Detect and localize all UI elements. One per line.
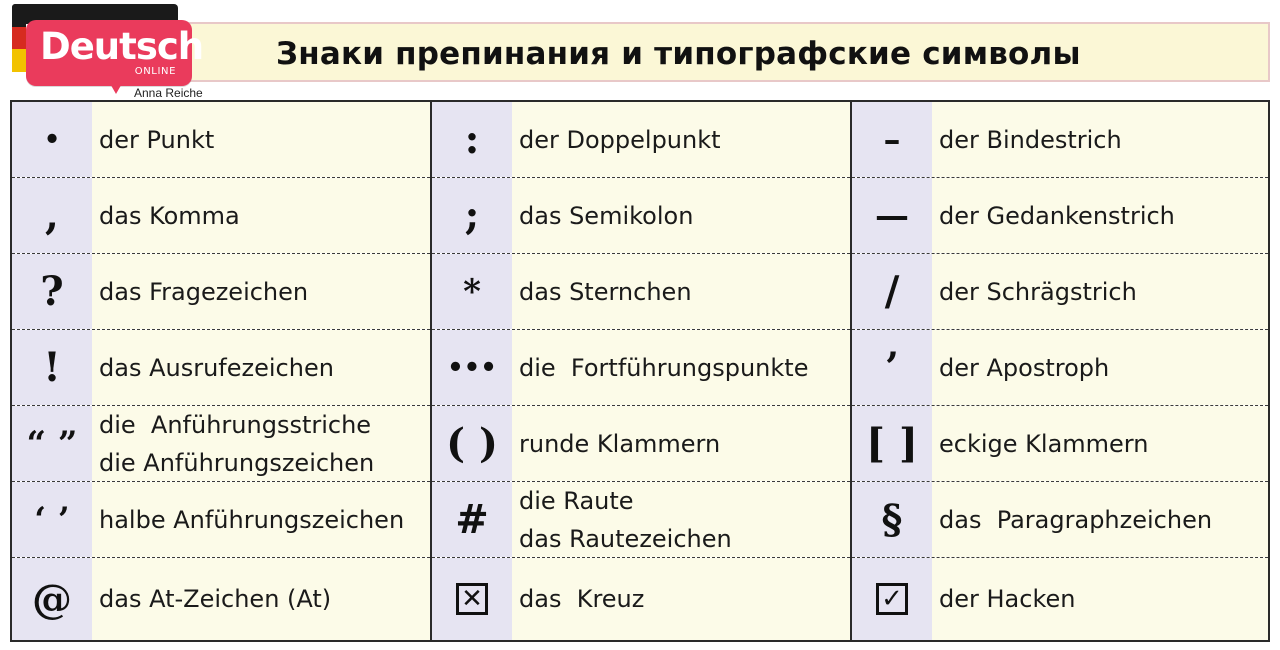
symbol-punkt: • bbox=[12, 102, 92, 177]
table-row bbox=[852, 102, 1268, 178]
symbol-at-zeichen: @ bbox=[12, 558, 92, 640]
term-bindestrich: der Bindestrich bbox=[932, 102, 1268, 177]
term-doppelpunkt: der Doppelpunkt bbox=[512, 102, 850, 177]
term-ausrufezeichen: das Ausrufezeichen bbox=[92, 330, 430, 405]
term-at-zeichen: das At-Zeichen (At) bbox=[92, 558, 430, 640]
symbol-bindestrich: – bbox=[852, 102, 932, 177]
table-row bbox=[432, 330, 850, 406]
term-eckige-klammern: eckige Klammern bbox=[932, 406, 1268, 481]
symbol-sternchen: * bbox=[432, 254, 512, 329]
table-row bbox=[432, 254, 850, 330]
table-row bbox=[432, 558, 850, 640]
table-row bbox=[12, 102, 430, 178]
table-row bbox=[852, 178, 1268, 254]
term-hacken: der Hacken bbox=[932, 558, 1268, 640]
german-flag-strip bbox=[12, 4, 26, 72]
logo-sub-text: ONLINE bbox=[134, 66, 176, 77]
term-halbe-anfuehrungszeichen: halbe Anführungszeichen bbox=[92, 482, 430, 557]
term-runde-klammern: runde Klammern bbox=[512, 406, 850, 481]
symbol-anfuehrungszeichen: “ ” bbox=[12, 406, 92, 481]
symbol-komma: , bbox=[12, 178, 92, 253]
table-column-1 bbox=[12, 102, 432, 640]
table-row bbox=[12, 482, 430, 558]
term-kreuz: das Kreuz bbox=[512, 558, 850, 640]
table-row bbox=[432, 406, 850, 482]
term-komma: das Komma bbox=[92, 178, 430, 253]
symbol-doppelpunkt: : bbox=[432, 102, 512, 177]
logo-main-text: Deutsch bbox=[40, 25, 204, 68]
symbol-paragraphzeichen: § bbox=[852, 482, 932, 557]
symbol-hacken bbox=[852, 558, 932, 640]
table-row bbox=[852, 482, 1268, 558]
symbol-fragezeichen: ? bbox=[12, 254, 92, 329]
symbol-eckige-klammern: [ ] bbox=[852, 406, 932, 481]
table-column-3 bbox=[852, 102, 1268, 640]
term-punkt: der Punkt bbox=[92, 102, 430, 177]
table-row bbox=[852, 254, 1268, 330]
table-row bbox=[12, 254, 430, 330]
table-row bbox=[12, 178, 430, 254]
symbol-halbe-anfuehrungszeichen: ‘ ’ bbox=[12, 482, 92, 557]
table-row bbox=[12, 406, 430, 482]
symbol-schraegstrich: / bbox=[852, 254, 932, 329]
check-box-icon: ✓ bbox=[876, 583, 908, 615]
author-name: Anna Reiche bbox=[134, 86, 203, 100]
logo-speech-tail bbox=[108, 80, 124, 94]
symbols-table bbox=[10, 100, 1270, 642]
deutsch-online-logo bbox=[26, 20, 204, 86]
table-row bbox=[432, 482, 850, 558]
table-column-2 bbox=[432, 102, 852, 640]
term-raute: die Raute das Rautezeichen bbox=[512, 482, 850, 557]
table-row bbox=[12, 558, 430, 640]
symbol-runde-klammern: ( ) bbox=[432, 406, 512, 481]
table-row bbox=[432, 102, 850, 178]
term-apostroph: der Apostroph bbox=[932, 330, 1268, 405]
symbol-ausrufezeichen: ! bbox=[12, 330, 92, 405]
kreuz-box-icon: ✕ bbox=[456, 583, 488, 615]
term-semikolon: das Semikolon bbox=[512, 178, 850, 253]
term-paragraphzeichen: das Paragraphzeichen bbox=[932, 482, 1268, 557]
symbol-gedankenstrich: — bbox=[852, 178, 932, 253]
term-anfuehrungszeichen: die Anführungsstriche die Anführungszeichen bbox=[92, 406, 430, 481]
table-row bbox=[852, 330, 1268, 406]
table-row bbox=[852, 406, 1268, 482]
table-row bbox=[432, 178, 850, 254]
page-title: Знаки препинания и типографские символы bbox=[276, 36, 1081, 72]
table-row bbox=[852, 558, 1268, 640]
term-sternchen: das Sternchen bbox=[512, 254, 850, 329]
symbol-kreuz bbox=[432, 558, 512, 640]
symbol-raute: # bbox=[432, 482, 512, 557]
table-row bbox=[12, 330, 430, 406]
symbol-apostroph: ’ bbox=[852, 330, 932, 405]
symbol-semikolon: ; bbox=[432, 178, 512, 253]
term-fortfuehrungspunkte: die Fortführungspunkte bbox=[512, 330, 850, 405]
term-fragezeichen: das Fragezeichen bbox=[92, 254, 430, 329]
term-gedankenstrich: der Gedankenstrich bbox=[932, 178, 1268, 253]
term-schraegstrich: der Schrägstrich bbox=[932, 254, 1268, 329]
symbol-fortfuehrungspunkte: ••• bbox=[432, 330, 512, 405]
